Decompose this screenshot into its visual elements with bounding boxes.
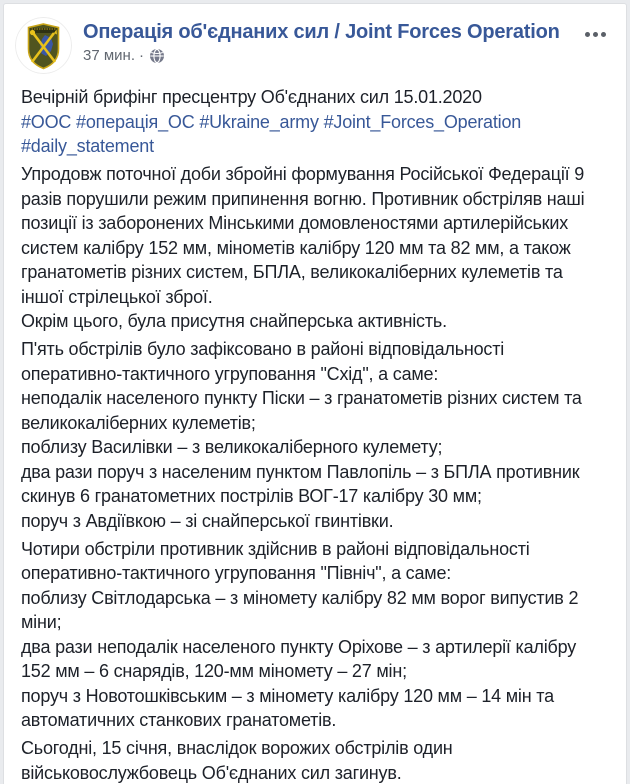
post-paragraph: [21, 162, 609, 334]
post-paragraphs: [21, 162, 609, 784]
facebook-post-card: [3, 3, 627, 784]
ellipsis-dot: [601, 32, 606, 37]
hashtag-link[interactable]: #ООС: [21, 111, 72, 132]
ellipsis-dot: [593, 32, 598, 37]
post-body: [4, 84, 626, 784]
post-paragraph: [21, 337, 609, 533]
post-text-line: Окрім цього, була присутня снайперська активність.: [21, 311, 447, 331]
globe-icon: [149, 48, 165, 64]
post-text-line: Упродовж поточної доби збройні формування Російської Федерації 9 разів порушили режим припинення вогню. Противник обстріляв наші позиції із заборонених Мінськими домовленостями артилерійських систем калібру 152 мм, мінометів калібру 120 мм та 82 мм, а також гранатометів різних систем, БПЛА, великокаліберних кулеметів та іншої стрілецької зброї.: [21, 164, 585, 307]
hashtag-list: [21, 112, 521, 157]
hashtag-link[interactable]: #Joint_Forces_Operation: [323, 111, 522, 132]
post-header-text: [83, 17, 560, 64]
post-header: [4, 4, 626, 84]
post-meta: [83, 48, 560, 64]
post-text-line: два рази поруч з населеним пунктом Павлопіль – з БПЛА противник скинув 6 гранатометних пострілів ВОГ-17 калібру 30 мм;: [21, 461, 580, 506]
post-text-line: Чотири обстріли противник здійснив в районі відповідальності оперативно-тактичного угруповання "Північ", а саме:: [21, 538, 530, 583]
page-name-link[interactable]: Операція об'єднаних сил / Joint Forces Operation: [83, 21, 560, 43]
post-text-line: поблизу Василівки – з великокаліберного кулемету;: [21, 437, 443, 457]
hashtag-link[interactable]: #операція_ОС: [76, 111, 195, 132]
post-text-line: Сьогодні, 15 січня, внаслідок ворожих обстрілів один військовослужбовець Об'єднаних сил загинув.: [21, 738, 453, 783]
post-intro-paragraph: [21, 85, 609, 159]
page-avatar[interactable]: [15, 17, 72, 74]
hashtag-link[interactable]: #Ukraine_army: [199, 111, 319, 132]
post-text-line: П'ять обстрілів було зафіксовано в районі відповідальності оперативно-тактичного угруповання "Схід", а саме:: [21, 339, 505, 384]
hashtag-link[interactable]: #daily_statement: [21, 136, 154, 156]
post-paragraph: [21, 537, 609, 733]
post-text-line: неподалік населеного пункту Піски – з гранатометів різних систем та великокаліберних кулеметів;: [21, 388, 582, 433]
ellipsis-dot: [585, 32, 590, 37]
post-text-line: поруч з Новотошківським – з міномету калібру 120 мм – 14 мін та автоматичних станкових гранатометів.: [21, 685, 554, 730]
timestamp-link[interactable]: 37 мин.: [83, 47, 135, 64]
post-menu-button[interactable]: [581, 28, 610, 41]
post-text-line: два рази неподалік населеного пункту Оріхове – з артилерії калібру 152 мм – 6 снарядів, 120-мм міномету – 27 мін;: [21, 636, 577, 681]
post-text-line: поруч з Авдіївкою – зі снайперської гвинтівки.: [21, 510, 394, 531]
post-paragraph: [21, 736, 609, 784]
post-text-line: поблизу Світлодарська – з міномету калібру 82 мм ворог випустив 2 міни;: [21, 587, 579, 632]
meta-separator: ·: [139, 47, 144, 64]
joint-forces-operation-emblem-icon: [15, 17, 72, 74]
post-title-line: Вечірній брифінг пресцентру Об'єднаних сил 15.01.2020: [21, 87, 482, 107]
